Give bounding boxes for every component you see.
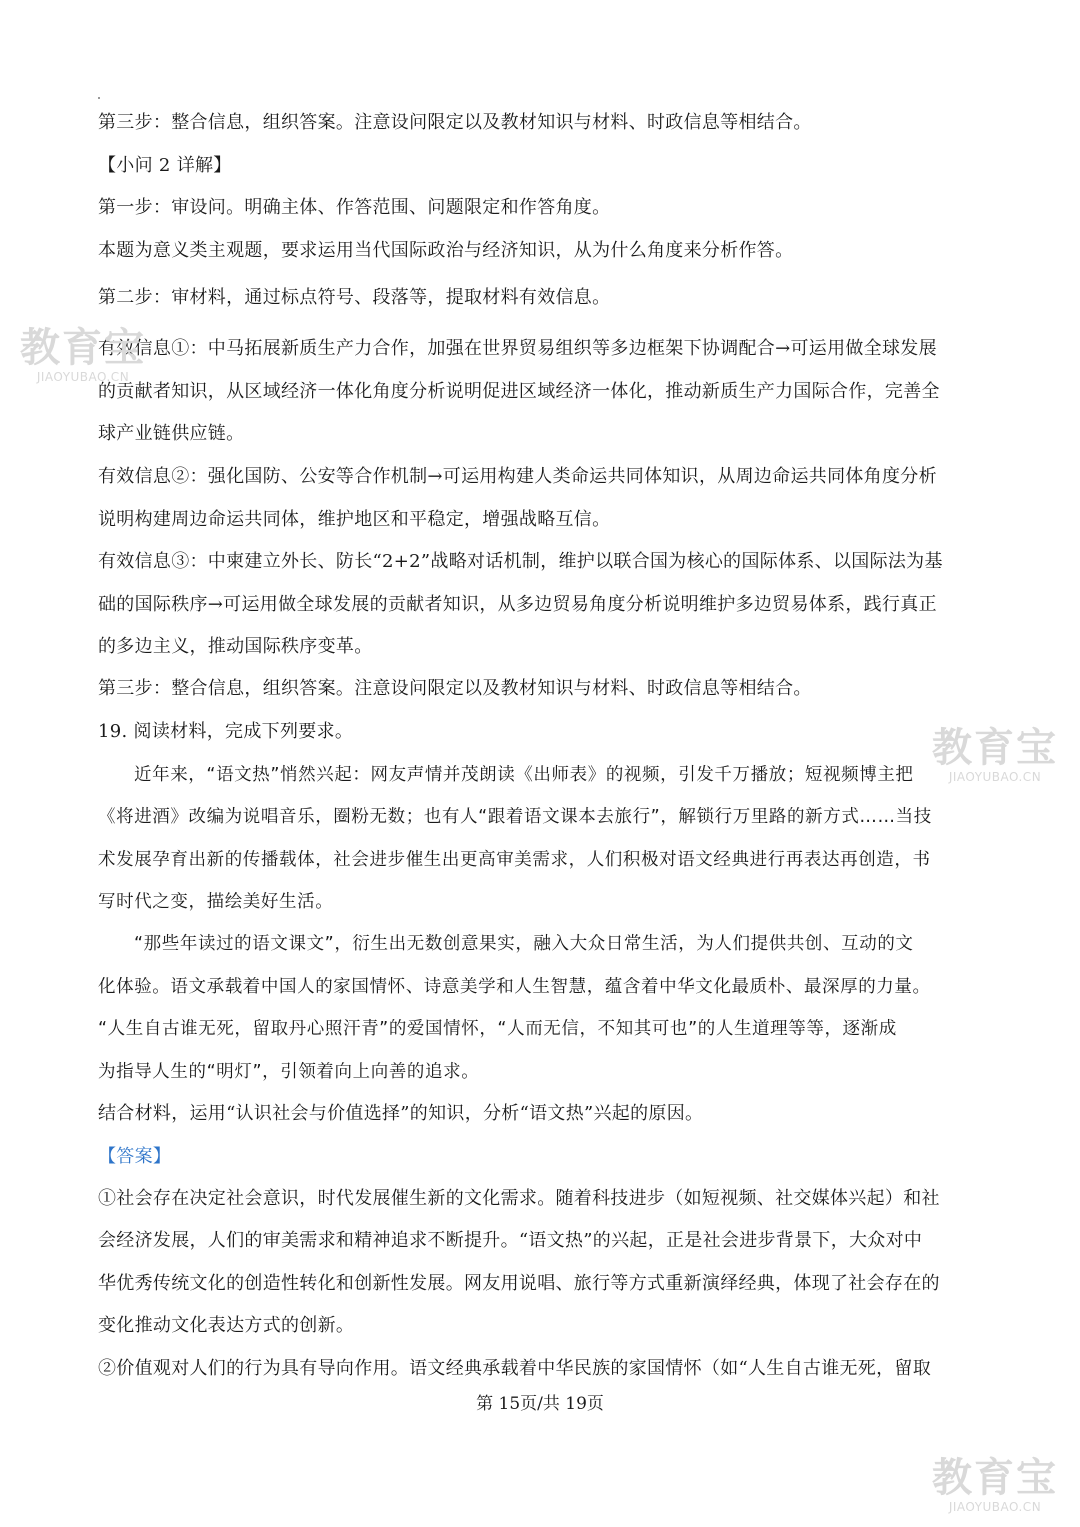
- material-line: “那些年读过的语文课文”，衍生出无数创意果实，融入大众日常生活，为人们提供共创、互动的文: [134, 934, 914, 954]
- material-line: 术发展孕育出新的传播载体，社会进步催生出更高审美需求，人们积极对语文经典进行再表达再创造，书: [98, 850, 931, 870]
- watermark-logo: 教育宝 JIAOYUBAO.CN: [932, 1455, 1058, 1514]
- question-heading: 19. 阅读材料，完成下列要求。: [98, 721, 354, 742]
- material-line: 写时代之变，描绘美好生活。: [98, 892, 334, 912]
- text-line: 第三步：整合信息，组织答案。注意设问限定以及教材知识与材料、时政信息等相结合。: [98, 112, 812, 133]
- text-line: 说明构建周边命运共同体，维护地区和平稳定，增强战略互信。: [98, 509, 611, 530]
- text-line: 球产业链供应链。: [98, 423, 245, 444]
- corner-mark: [98, 97, 100, 99]
- text-line: 第二步：审材料，通过标点符号、段落等，提取材料有效信息。: [98, 287, 611, 308]
- answer-line: ①社会存在决定社会意识，时代发展催生新的文化需求。随着科技进步（如短视频、社交媒体兴起）和社: [98, 1188, 940, 1209]
- text-line: 的贡献者知识，从区域经济一体化角度分析说明促进区域经济一体化，推动新质生产力国际合作，完善全: [98, 381, 940, 402]
- text-line: 第一步：审设问。明确主体、作答范围、问题限定和作答角度。: [98, 197, 611, 218]
- material-line: 为指导人生的“明灯”，引领着向上向善的追求。: [98, 1062, 480, 1082]
- material-line: “人生自古谁无死，留取丹心照汗青”的爱国情怀，“人而无信，不知其可也”的人生道理等等，逐渐成: [98, 1019, 897, 1039]
- text-line: 第三步：整合信息，组织答案。注意设问限定以及教材知识与材料、时政信息等相结合。: [98, 678, 812, 699]
- text-line: 础的国际秩序→可运用做全球发展的贡献者知识，从多边贸易角度分析说明维护多边贸易体系，践行真正: [98, 594, 937, 615]
- question-prompt: 结合材料，运用“认识社会与价值选择”的知识，分析“语文热”兴起的原因。: [98, 1103, 704, 1124]
- answer-tag: 【答案】: [98, 1146, 172, 1167]
- page-number: 第 15页/共 19页: [476, 1394, 604, 1414]
- material-line: 《将进酒》改编为说唱音乐，圈粉无数；也有人“跟着语文课本去旅行”，解锁行万里路的新方式……当技: [98, 807, 932, 827]
- text-line: 有效信息①：中马拓展新质生产力合作，加强在世界贸易组织等多边框架下协调配合→可运用做全球发展: [98, 338, 937, 359]
- watermark-logo: 教育宝 JIAOYUBAO.CN: [932, 725, 1058, 784]
- watermark-logo: 教育宝 JIAOYUBAO.CN: [20, 325, 146, 384]
- answer-line: 会经济发展，人们的审美需求和精神追求不断提升。“语文热”的兴起，正是社会进步背景下，大众对中: [98, 1230, 923, 1251]
- text-line: 有效信息③：中柬建立外长、防长“2+2”战略对话机制，维护以联合国为核心的国际体系、以国际法为基: [98, 551, 943, 572]
- answer-line: 变化推动文化表达方式的创新。: [98, 1315, 355, 1336]
- answer-line: 华优秀传统文化的创造性转化和创新性发展。网友用说唱、旅行等方式重新演绎经典，体现了社会存在的: [98, 1273, 940, 1294]
- material-line: 近年来，“语文热”悄然兴起：网友声情并茂朗读《出师表》的视频，引发千万播放；短视频博主把: [134, 765, 914, 785]
- text-line: 的多边主义，推动国际秩序变革。: [98, 636, 373, 657]
- answer-line: ②价值观对人们的行为具有导向作用。语文经典承载着中华民族的家国情怀（如“人生自古谁无死，留取: [98, 1358, 931, 1379]
- text-line: 有效信息②：强化国防、公安等合作机制→可运用构建人类命运共同体知识，从周边命运共同体角度分析: [98, 466, 937, 487]
- section-heading: 【小问 2 详解】: [98, 155, 232, 176]
- material-line: 化体验。语文承载着中国人的家国情怀、诗意美学和人生智慧，蕴含着中华文化最质朴、最深厚的力量。: [98, 977, 931, 997]
- text-line: 本题为意义类主观题，要求运用当代国际政治与经济知识，从为什么角度来分析作答。: [98, 240, 794, 261]
